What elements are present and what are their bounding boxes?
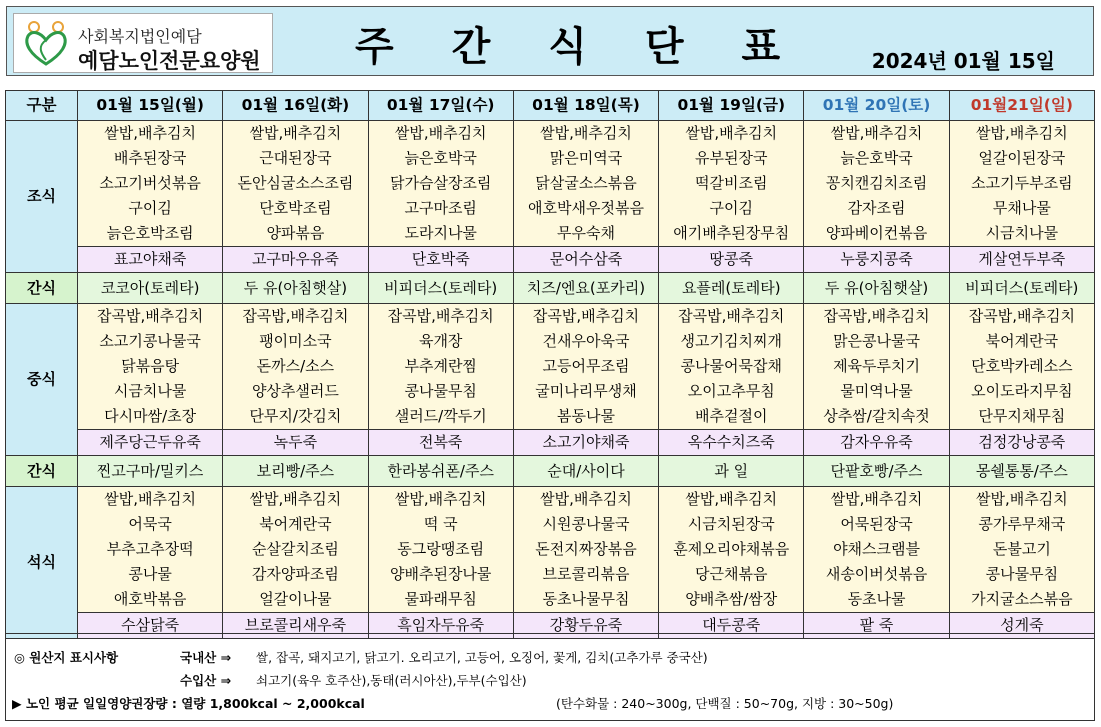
day-header-sunday: 01월21일(일) [949,91,1094,121]
porridge-item: 누룽지콩죽 [804,247,949,273]
day-header: 01월 15일(월) [78,91,223,121]
dish-item: 당근채볶음 [695,565,768,583]
dish-item: 야채스크램블 [833,540,921,558]
dish-item: 소고기콩나물국 [99,332,201,350]
porridge-item: 문어수삼죽 [513,247,658,273]
dish-item: 돈전지짜장볶음 [535,540,637,558]
dish-item: 고등어무조림 [542,357,630,375]
porridge-item: 소고기야채죽 [513,430,658,456]
dish-item: 근대된장국 [259,149,332,167]
breakfast-label: 조식 [6,121,78,273]
org-name: 예담노인전문요양원 [78,49,261,73]
porridge-item: 성게죽 [949,613,1094,639]
snack-item: 보리빵/주스 [223,456,368,487]
import-text: 쇠고기(육우 호주산),동태(러시아산),두부(수입산) [256,673,527,688]
dish-item: 콩나물 [128,565,172,583]
dish-item: 떡 국 [423,515,458,533]
dish-item: 쌀밥,배추김치 [830,490,923,508]
lunch-dishes-cell [804,304,949,430]
snack-item: 두 유(아침햇살) [804,273,949,304]
porridge-item: 브로콜리새우죽 [223,613,368,639]
page-title: 주간식단표 [355,24,839,70]
dish-item: 감자양파조림 [251,565,339,583]
porridge-item: 감자우유죽 [804,430,949,456]
snack-item: 요플레(토레타) [659,273,804,304]
dinner-label: 석식 [6,487,78,639]
snack-item: 비피더스(토레타) [949,273,1094,304]
snack-item: 단팥호빵/주스 [804,456,949,487]
dish-item: 생고기김치찌개 [680,332,782,350]
day-header: 01월 16일(화) [223,91,368,121]
porridge-item: 게살연두부죽 [949,247,1094,273]
dinner-dishes-cell [78,487,223,613]
porridge-item: 옥수수치즈죽 [659,430,804,456]
dish-item: 잡곡밥,배추김치 [532,307,640,325]
footer-notes [5,633,1095,721]
dish-item: 육개장 [418,332,463,350]
dish-item: 양파베이컨볶음 [825,224,928,242]
breakfast-porridge-row [6,247,1095,273]
dinner-row [6,487,1095,613]
lunch-dishes-cell [949,304,1094,430]
dish-item: 쌀밥,배추김치 [249,124,342,142]
lunch-dishes-cell [659,304,804,430]
day-header-saturday: 01월 20일(토) [804,91,949,121]
dish-item: 봄동나물 [557,407,615,425]
lunch-row [6,304,1095,430]
dish-item: 얼갈이된장국 [978,149,1066,167]
dish-item: 동초나물 [847,590,906,608]
lunch-dishes-cell [78,304,223,430]
snack2-row [6,456,1095,487]
lunch-dishes-cell [368,304,513,430]
breakfast-dishes-cell [513,121,658,247]
snack1-label: 간식 [6,273,78,304]
dinner-dishes-cell [804,487,949,613]
snack-item: 한라봉쉬폰/주스 [368,456,513,487]
breakfast-dishes-cell [949,121,1094,247]
dish-item: 브로콜리볶음 [542,565,630,583]
dish-item: 쌀밥,배추김치 [975,490,1068,508]
dish-item: 동초나물무침 [542,590,630,608]
dish-item: 시금치나물 [113,382,187,400]
dish-item: 콩나물무침 [985,565,1059,583]
dish-item: 늙은호박조림 [106,224,194,242]
dish-item: 동그랑땡조림 [397,540,485,558]
snack-item: 두 유(아침햇살) [223,273,368,304]
porridge-item: 고구마우유죽 [223,247,368,273]
menu-date: 2024년 01월 15일 [871,49,1055,73]
dish-item: 북어계란국 [985,332,1059,350]
dish-item: 닭가슴살장조림 [389,174,492,192]
snack-item: 몽쉘통통/주스 [949,456,1094,487]
dish-item: 무채나물 [992,199,1051,217]
dish-item: 잡곡밥,배추김치 [968,307,1075,325]
corner-label: 구분 [6,91,78,121]
dish-item: 쌀밥,배추김치 [540,124,632,142]
dish-item: 소고기버섯볶음 [99,174,201,192]
snack-item: 순대/사이다 [513,456,658,487]
dish-item: 잡곡밥,배추김치 [823,307,930,325]
dish-item: 쌀밥,배추김치 [104,124,196,142]
dish-item: 닭살굴소스볶음 [535,174,637,192]
dish-item: 무우숙채 [557,224,615,242]
dish-item: 고구마조림 [404,199,477,217]
dish-item: 물파래무침 [404,590,477,608]
snack2-label: 간식 [6,456,78,487]
breakfast-dishes-cell [78,121,223,247]
day-header: 01월 19일(금) [659,91,804,121]
dish-item: 오이도라지무침 [971,382,1073,400]
snack1-row [6,273,1095,304]
dish-item: 쌀밥,배추김치 [394,124,487,142]
porridge-item: 팥 죽 [804,613,949,639]
dish-item: 양배추된장나물 [389,565,492,583]
porridge-item: 수삼닭죽 [78,613,223,639]
dish-item: 구이김 [128,199,172,217]
dish-item: 맑은미역국 [549,149,623,167]
snack-item: 치즈/엔요(포카리) [513,273,658,304]
breakfast-dishes-cell [804,121,949,247]
lunch-dishes-cell [513,304,658,430]
dish-item: 양파볶음 [266,224,325,242]
breakfast-dishes-cell [368,121,513,247]
dish-item: 쌀밥,배추김치 [830,124,923,142]
dinner-dishes-cell [223,487,368,613]
porridge-item: 강황두유죽 [513,613,658,639]
dish-item: 쌀밥,배추김치 [394,490,487,508]
porridge-item: 전복죽 [368,430,513,456]
dish-item: 맑은콩나물국 [833,332,921,350]
dish-item: 늙은호박국 [840,149,913,167]
dish-item: 오이고추무침 [687,382,775,400]
snack-item: 찐고구마/밀키스 [78,456,223,487]
dish-item: 쌀밥,배추김치 [249,490,342,508]
lunch-label: 중식 [6,304,78,456]
dish-item: 잡곡밥,배추김치 [678,307,785,325]
dish-item: 양배추쌈/쌈장 [685,590,778,608]
dish-item: 잡곡밥,배추김치 [242,307,349,325]
dish-item: 쌀밥,배추김치 [685,490,778,508]
dish-item: 다시마쌈/초장 [104,407,197,425]
dish-item: 굴미나리무생채 [535,382,637,400]
dish-item: 단무지/갓김치 [249,407,342,425]
dish-item: 돈안심굴소스조림 [237,174,354,192]
org-subtitle: 사회복지법인예담 [78,27,202,46]
dish-item: 돈까스/소스 [256,357,335,375]
dish-item: 콩나물무침 [404,382,477,400]
dish-item: 감자조림 [847,199,906,217]
dish-item: 순살갈치조림 [251,540,339,558]
dish-item: 시금치된장국 [687,515,775,533]
snack-item: 코코아(토레타) [78,273,223,304]
dish-item: 제육두루치기 [833,357,921,375]
dish-item: 상추쌈/갈치속젓 [823,407,930,425]
dish-item: 물미역나물 [840,382,913,400]
dish-item: 단호박조림 [259,199,332,217]
porridge-item: 단호박죽 [368,247,513,273]
dish-item: 도라지나물 [404,224,477,242]
dish-item: 애호박볶음 [113,590,187,608]
heart-leaf-logo-icon [20,20,72,68]
dish-item: 어묵된장국 [840,515,913,533]
dish-item: 구이김 [709,199,753,217]
dinner-dishes-cell [949,487,1094,613]
dish-item: 돈불고기 [992,540,1051,558]
import-label: 수입산 ⇒ [180,673,232,688]
dish-item: 콩나물어묵잡채 [680,357,782,375]
dish-item: 떡갈비조림 [695,174,768,192]
page-header [6,6,1094,76]
dish-item: 유부된장국 [695,149,768,167]
nutrition-label: ▶ 노인 평균 일일영양권장량 : 열량 1,800kcal ~ 2,000kcal [12,696,365,711]
dish-item: 배추된장국 [113,149,187,167]
porridge-item: 땅콩죽 [659,247,804,273]
day-header: 01월 17일(수) [368,91,513,121]
porridge-item: 검정강낭콩죽 [949,430,1094,456]
dish-item: 훈제오리야채볶음 [673,540,790,558]
dish-item: 건새우아욱국 [542,332,630,350]
dish-item: 잡곡밥,배추김치 [97,307,204,325]
snack-item: 비피더스(토레타) [368,273,513,304]
lunch-dishes-cell [223,304,368,430]
org-logo-box [13,13,273,73]
dish-item: 팽이미소국 [259,332,332,350]
lunch-porridge-row [6,430,1095,456]
dish-item: 잡곡밥,배추김치 [387,307,494,325]
dish-item: 양상추샐러드 [251,382,339,400]
dish-item: 시금치나물 [985,224,1059,242]
dinner-dishes-cell [513,487,658,613]
dish-item: 얼갈이나물 [259,590,332,608]
origin-title: ◎ 원산지 표시사항 [14,650,119,665]
domestic-label: 국내산 ⇒ [180,650,232,665]
dish-item: 새송이버섯볶음 [825,565,928,583]
porridge-item: 흑임자두유죽 [368,613,513,639]
dish-item: 쌀밥,배추김치 [685,124,778,142]
dish-item: 쌀밥,배추김치 [104,490,196,508]
dinner-dishes-cell [368,487,513,613]
porridge-item: 표고야채죽 [78,247,223,273]
breakfast-dishes-cell [223,121,368,247]
dish-item: 애기배추된장무침 [673,224,790,242]
dish-item: 늙은호박국 [404,149,477,167]
dish-item: 가지굴소스볶음 [971,590,1073,608]
dish-item: 쌀밥,배추김치 [975,124,1068,142]
dish-item: 북어계란국 [259,515,332,533]
dish-item: 꽁치캔김치조림 [825,174,928,192]
dinner-dishes-cell [659,487,804,613]
dish-item: 단호박카레소스 [971,357,1073,375]
dish-item: 시원콩나물국 [542,515,630,533]
nutrition-detail: (탄수화물 : 240~300g, 단백질 : 50~70g, 지방 : 30~50g) [556,696,894,711]
breakfast-dishes-cell [659,121,804,247]
dish-item: 샐러드/깍두기 [394,407,487,425]
dish-item: 단무지채무침 [978,407,1066,425]
day-header: 01월 18일(목) [513,91,658,121]
breakfast-row [6,121,1095,247]
dish-item: 부추고추장떡 [106,540,194,558]
porridge-item: 녹두죽 [223,430,368,456]
weekly-menu-table [5,90,1095,639]
dish-item: 쌀밥,배추김치 [540,490,632,508]
dish-item: 부추계란찜 [404,357,477,375]
dish-item: 소고기두부조림 [971,174,1073,192]
dish-item: 애호박새우젓볶음 [528,199,644,217]
porridge-item: 제주당근두유죽 [78,430,223,456]
dish-item: 어묵국 [128,515,172,533]
domestic-text: 쌀, 잡곡, 돼지고기, 닭고기. 오리고기, 고등어, 오징어, 꽃게, 김치(고추가루 중국산) [256,650,708,665]
porridge-item: 대두콩죽 [659,613,804,639]
dish-item: 콩가루무채국 [978,515,1066,533]
snack-item: 과 일 [659,456,804,487]
day-header-row [6,91,1095,121]
dish-item: 닭볶음탕 [121,357,180,375]
dish-item: 배추겉절이 [695,407,768,425]
